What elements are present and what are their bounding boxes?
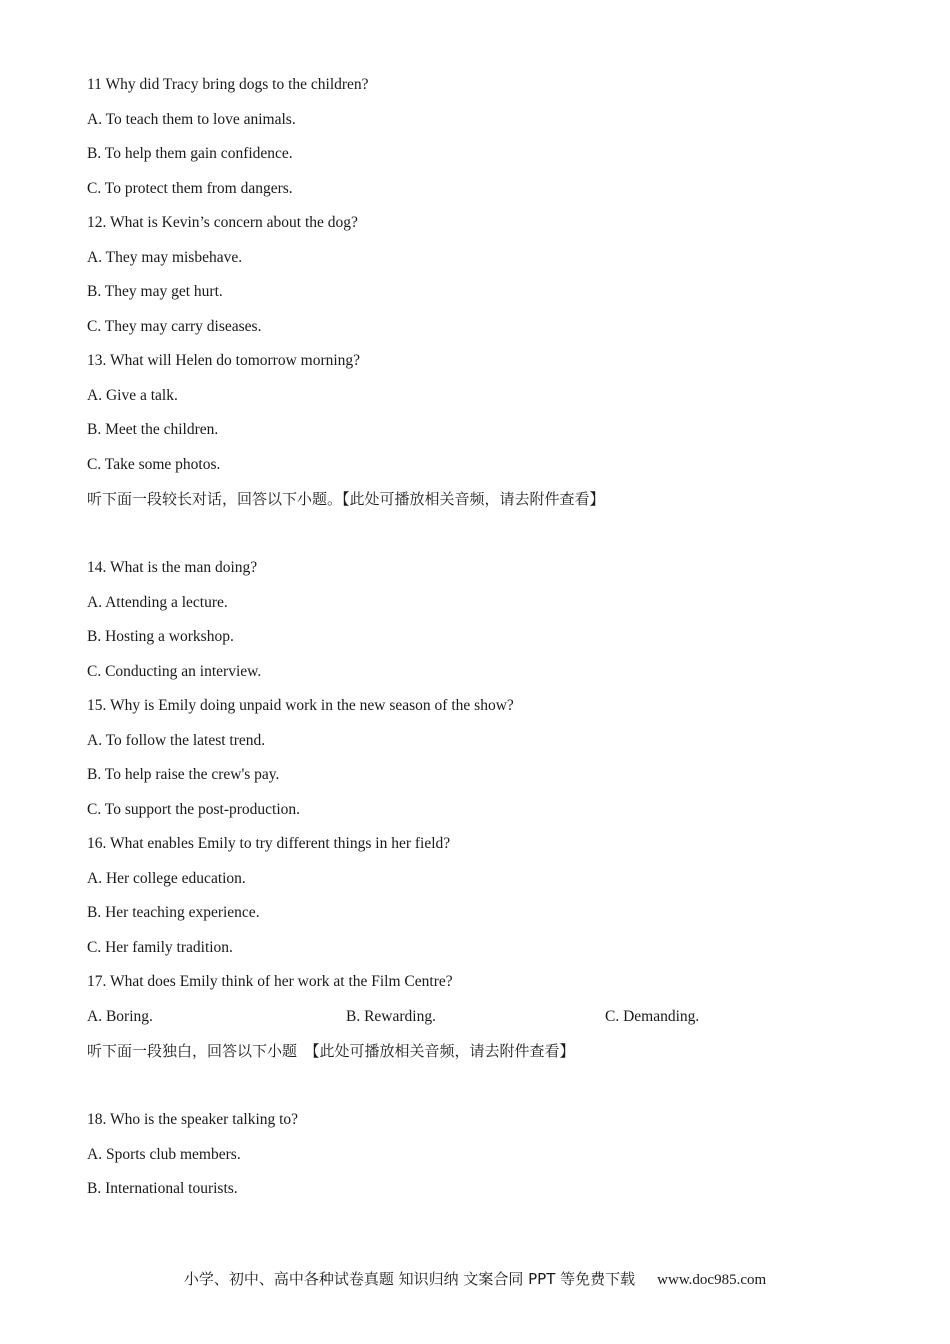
option-11a: A. To teach them to love animals. xyxy=(87,110,296,128)
question-17: 17. What does Emily think of her work at the Film Centre? xyxy=(87,973,453,990)
blank-line xyxy=(87,523,867,558)
option-14a: A. Attending a lecture. xyxy=(87,593,228,611)
option-12b: B. They may get hurt. xyxy=(87,283,223,300)
option-16b: B. Her teaching experience. xyxy=(87,904,260,921)
question-16: 16. What enables Emily to try different things in her field? xyxy=(87,835,451,852)
option-14b: B. Hosting a workshop. xyxy=(87,628,234,645)
page-footer xyxy=(0,1268,950,1289)
option-17b: B. Rewarding. xyxy=(346,1007,436,1025)
option-17a: A. Boring. xyxy=(87,1007,153,1025)
question-18: 18. Who is the speaker talking to? xyxy=(87,1111,299,1128)
option-17c: C. Demanding. xyxy=(605,1007,700,1025)
option-12c: C. They may carry diseases. xyxy=(87,317,262,335)
option-14c: C. Conducting an interview. xyxy=(87,662,262,680)
section-instruction-1: 听下面一段较长对话，回答以下小题。【此处可播放相关音频，请去附件查看】 xyxy=(87,490,605,508)
question-13: 13. What will Helen do tomorrow morning? xyxy=(87,352,361,369)
option-11c: C. To protect them from dangers. xyxy=(87,179,293,197)
section-instruction-2: 听下面一段独白，回答以下小题 【此处可播放相关音频，请去附件查看】 xyxy=(87,1042,575,1060)
option-16c: C. Her family tradition. xyxy=(87,938,233,956)
option-15b: B. To help raise the crew's pay. xyxy=(87,766,280,783)
option-18a: A. Sports club members. xyxy=(87,1145,241,1163)
blank-line xyxy=(87,1075,867,1110)
option-13a: A. Give a talk. xyxy=(87,386,178,404)
footer-site-link[interactable]: www.doc985.com xyxy=(657,1272,767,1288)
question-14: 14. What is the man doing? xyxy=(87,559,258,576)
question-12: 12. What is Kevin’s concern about the dog? xyxy=(87,214,358,231)
option-16a: A. Her college education. xyxy=(87,869,246,887)
exam-content xyxy=(87,74,867,1213)
option-13b: B. Meet the children. xyxy=(87,421,219,438)
question-11: 11 Why did Tracy bring dogs to the children? xyxy=(87,76,369,93)
option-15c: C. To support the post-production. xyxy=(87,800,301,818)
option-11b: B. To help them gain confidence. xyxy=(87,145,293,162)
option-18b: B. International tourists. xyxy=(87,1180,238,1197)
options-17 xyxy=(87,1006,867,1041)
option-13c: C. Take some photos. xyxy=(87,455,221,473)
option-15a: A. To follow the latest trend. xyxy=(87,731,266,749)
option-12a: A. They may misbehave. xyxy=(87,248,243,266)
footer-text: 小学、初中、高中各种试卷真题 知识归纳 文案合同 PPT 等免费下载 xyxy=(183,1270,636,1288)
question-15: 15. Why is Emily doing unpaid work in the new season of the show? xyxy=(87,697,514,714)
